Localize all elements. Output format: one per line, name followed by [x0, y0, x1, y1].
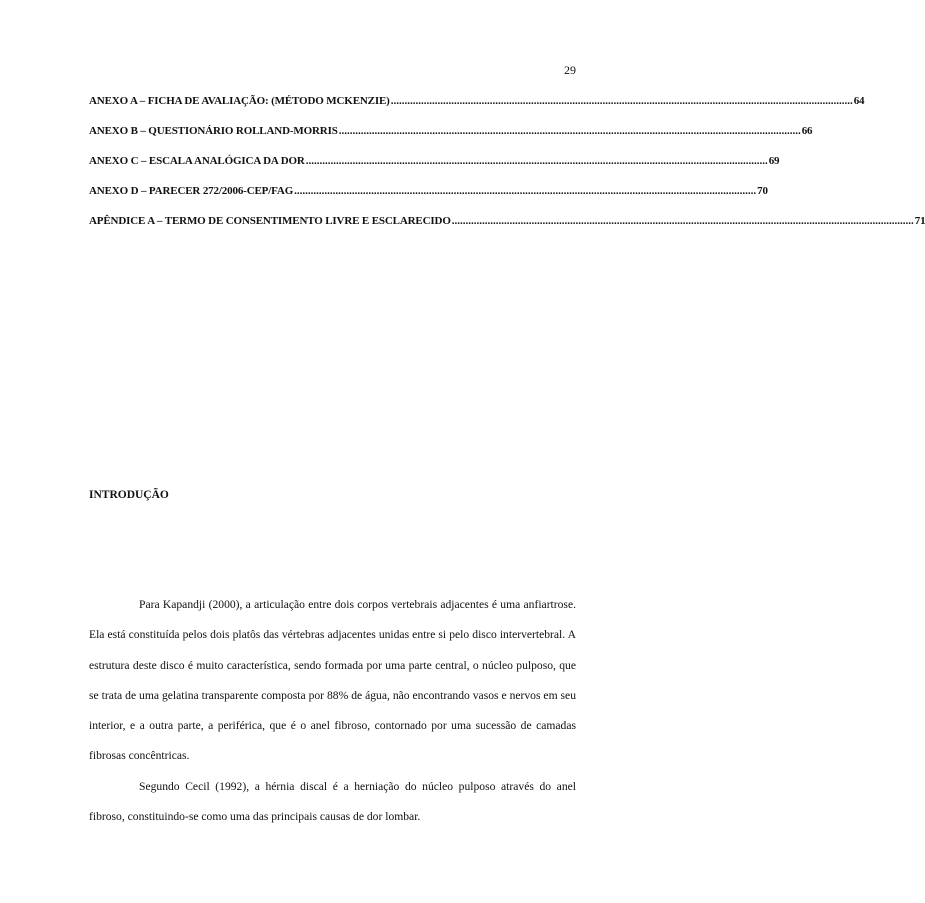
- section-heading: INTRODUÇÃO: [89, 489, 169, 501]
- toc-entry-title: ANEXO C – ESCALA ANALÓGICA DA DOR: [89, 155, 305, 167]
- toc-entry-title: APÊNDICE A – TERMO DE CONSENTIMENTO LIVRE E ESCLARECIDO: [89, 215, 451, 227]
- toc-entry-page: 69: [768, 155, 780, 167]
- section-body: [89, 590, 576, 832]
- toc-leader-dots: ........................................................................................................................................................................: [451, 215, 914, 227]
- toc-entry-anexo-c: [89, 155, 780, 185]
- toc-entry-title: ANEXO B – QUESTIONÁRIO ROLLAND-MORRIS: [89, 125, 338, 137]
- body-paragraph: Para Kapandji (2000), a articulação entre dois corpos vertebrais adjacentes é uma anfiartrose. Ela está constituída pelos dois platôs das vértebras adjacentes unidas entre si pelo disco intervertebral. A estrutura deste disco é muito característica, sendo formada por uma parte central, o núcleo pulposo, que se trata de uma gelatina transparente composta por 88% de água, não encontrando vasos e nervos em seu interior, e a outra parte, a periférica, que é o anel fibroso, contornado por uma sucessão de camadas fibrosas concêntricas.: [89, 598, 576, 763]
- toc-entry-page: 64: [853, 95, 865, 107]
- toc-leader-dots: ........................................................................................................................................................................: [390, 95, 853, 107]
- page-number: 29: [564, 63, 576, 77]
- toc-entry-page: 70: [757, 185, 768, 197]
- toc-entry-page: 71: [914, 215, 925, 227]
- table-of-contents: [89, 95, 925, 245]
- toc-entry-apendice-a: [89, 215, 925, 245]
- toc-entry-anexo-b: [89, 125, 813, 155]
- toc-leader-dots: ........................................................................................................................................................................: [305, 155, 768, 167]
- toc-leader-dots: ........................................................................................................................................................................: [338, 125, 801, 137]
- toc-leader-dots: ........................................................................................................................................................................: [294, 185, 757, 197]
- body-paragraph: Segundo Cecil (1992), a hérnia discal é a herniação do núcleo pulposo através do anel fibroso, constituindo-se como uma das principais causas de dor lombar.: [89, 779, 576, 824]
- toc-entry-anexo-a: [89, 95, 865, 125]
- toc-entry-page: 66: [801, 125, 813, 137]
- toc-entry-title: ANEXO D – PARECER 272/2006-CEP/FAG: [89, 185, 294, 197]
- toc-entry-title: ANEXO A – FICHA DE AVALIAÇÃO: (MÉTODO MCKENZIE): [89, 95, 390, 107]
- toc-entry-anexo-d: [89, 185, 768, 215]
